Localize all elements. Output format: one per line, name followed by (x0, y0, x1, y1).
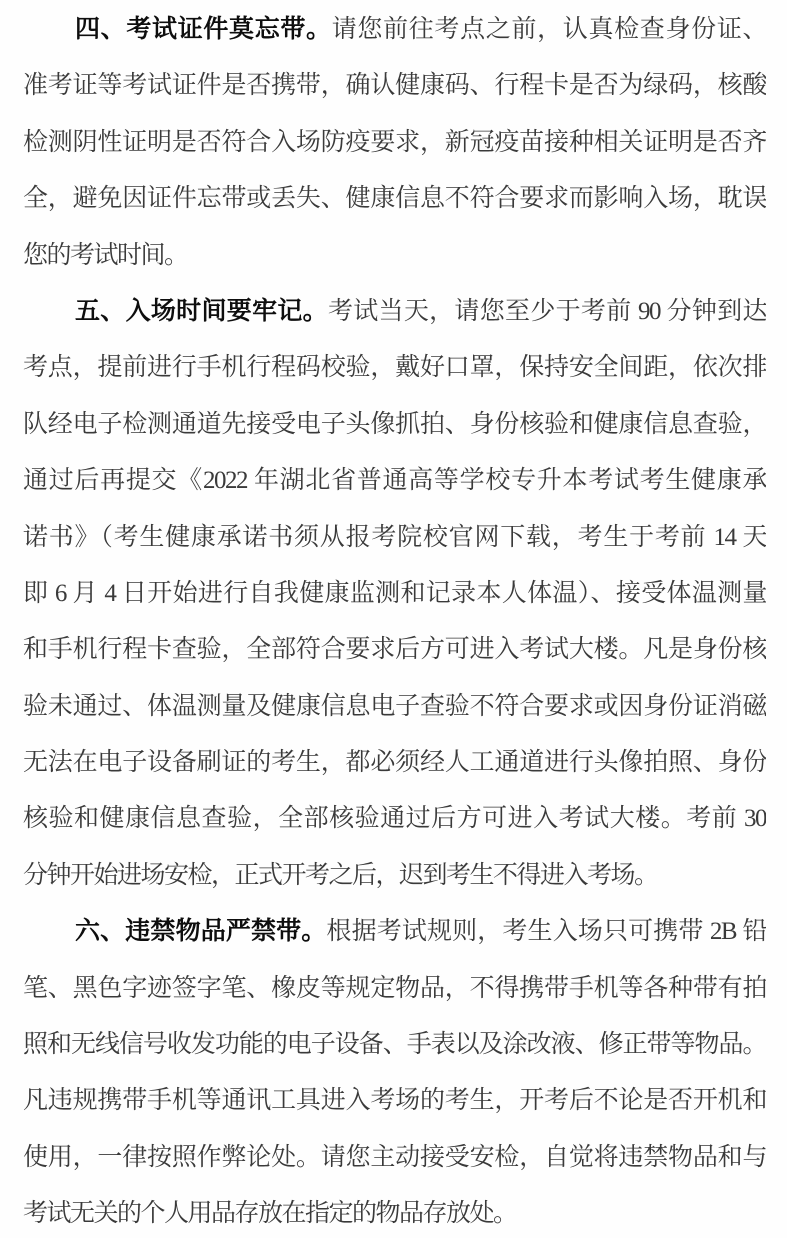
body-text: 您的考试时间。 (23, 241, 188, 269)
text-line (23, 340, 766, 396)
body-text: 即 6 月 4 日开始进行自我健康监测和记录本人体温）、接受体温测量 (23, 579, 766, 607)
paragraph (23, 284, 766, 904)
body-text: 诺书》（考生健康承诺书须从报考院校官网下载，考生于考前 14 天 (23, 523, 766, 551)
text-line (23, 510, 766, 566)
body-text: 笔、黑色字迹签字笔、橡皮等规定物品，不得携带手机等各种带有拍 (23, 974, 766, 1002)
text-line (23, 284, 766, 340)
text-line (23, 566, 766, 622)
text-line (23, 1017, 766, 1073)
body-text: 核验和健康信息查验，全部核验通过后方可进入考试大楼。考前 30 (23, 805, 766, 833)
body-text: 根据考试规则，考生入场只可携带 2B 铅 (326, 918, 766, 946)
section-heading: 五、入场时间要牢记。 (75, 297, 328, 325)
text-line (23, 58, 766, 114)
body-text: 和手机行程卡查验，全部符合要求后方可进入考试大楼。凡是身份核 (23, 636, 766, 664)
text-line (23, 115, 766, 171)
text-line (23, 791, 766, 847)
text-line (23, 228, 766, 284)
paragraph (23, 2, 766, 284)
body-text: 检测阴性证明是否符合入场防疫要求，新冠疫苗接种相关证明是否齐 (23, 128, 766, 156)
text-line (23, 848, 766, 904)
body-text: 考试无关的个人用品存放在指定的物品存放处。 (23, 1200, 517, 1228)
section-heading: 四、考试证件莫忘带。 (75, 16, 332, 43)
paragraph (23, 904, 766, 1238)
section-heading: 六、违禁物品严禁带。 (75, 918, 327, 946)
text-line (23, 1130, 766, 1186)
text-line (23, 904, 766, 960)
body-text: 分钟开始进场安检，正式开考之后，迟到考生不得进入考场。 (23, 861, 658, 889)
text-line (23, 453, 766, 509)
document-body (23, 2, 766, 1238)
body-text: 照和无线信号收发功能的电子设备、手表以及涂改液、修正带等物品。 (23, 1031, 766, 1059)
body-text: 使用，一律按照作弊论处。请您主动接受安检，自觉将违禁物品和与 (23, 1143, 766, 1171)
body-text: 通过后再提交《2022 年湖北省普通高等学校专升本考试考生健康承 (23, 467, 766, 495)
body-text: 请您前往考点之前，认真检查身份证、 (331, 16, 766, 43)
text-line (23, 1073, 766, 1129)
body-text: 准考证等考试证件是否携带，确认健康码、行程卡是否为绿码，核酸 (23, 72, 766, 100)
text-line (23, 397, 766, 453)
body-text: 考点，提前进行手机行程码校验，戴好口罩，保持安全间距，依次排 (23, 354, 766, 382)
text-line (23, 735, 766, 791)
text-line (23, 622, 766, 678)
body-text: 无法在电子设备刷证的考生，都必须经人工通道进行头像拍照、身份 (23, 749, 766, 777)
body-text: 考试当天，请您至少于考前 90 分钟到达 (327, 297, 766, 325)
text-line (23, 171, 766, 227)
text-line (23, 1186, 766, 1238)
body-text: 凡违规携带手机等通讯工具进入考场的考生，开考后不论是否开机和 (23, 1087, 766, 1115)
text-line (23, 961, 766, 1017)
body-text: 队经电子检测通道先接受电子头像抓拍、身份核验和健康信息查验， (23, 410, 766, 438)
text-line (23, 2, 766, 58)
body-text: 验未通过、体温测量及健康信息电子查验不符合要求或因身份证消磁 (23, 692, 766, 720)
text-line (23, 679, 766, 735)
body-text: 全，避免因证件忘带或丢失、健康信息不符合要求而影响入场，耽误 (23, 185, 766, 213)
